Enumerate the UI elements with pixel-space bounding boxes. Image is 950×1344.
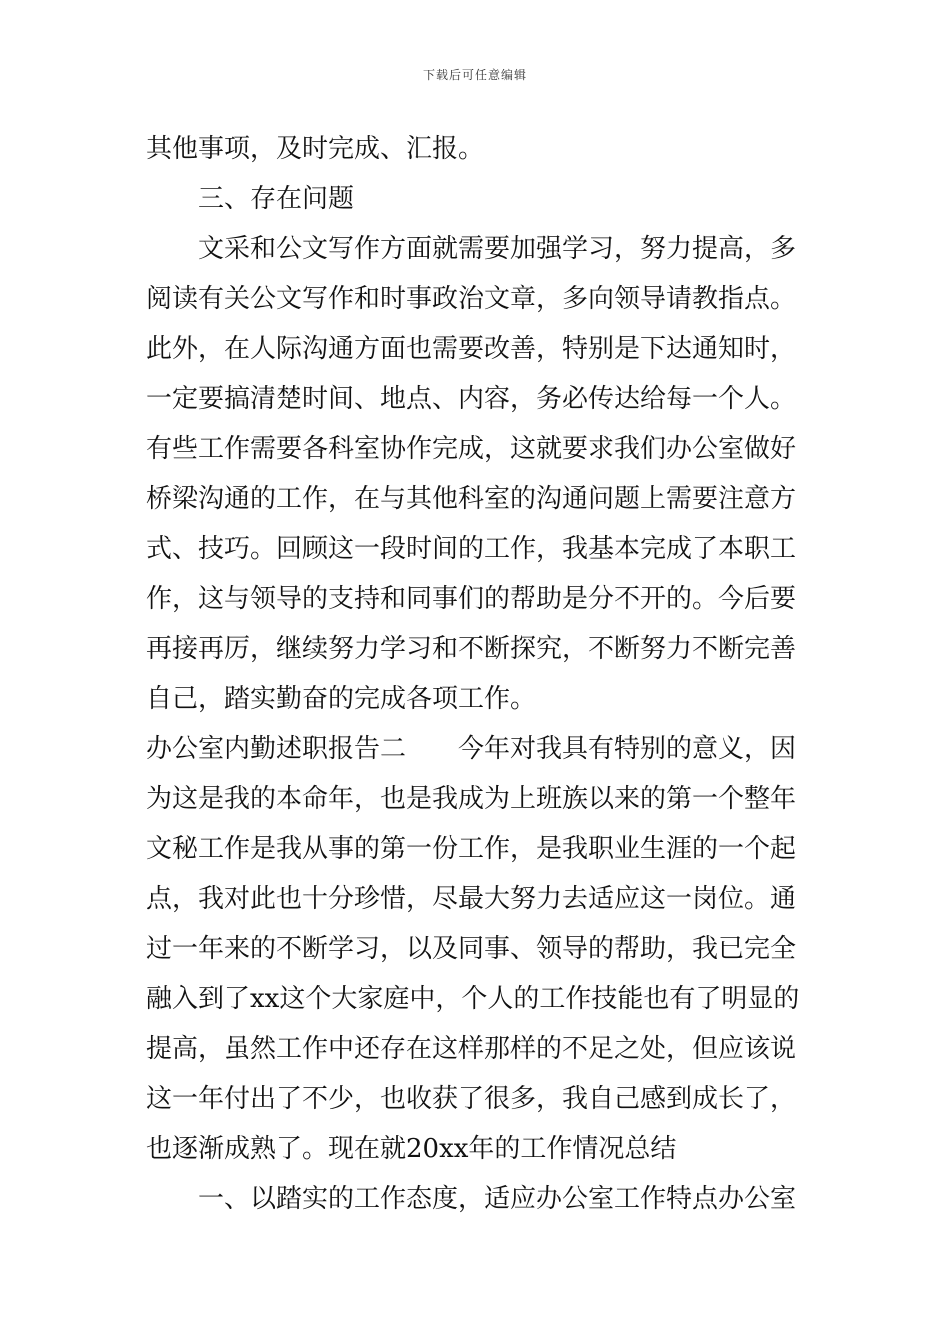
text-line: 也逐渐成熟了。现在就20xx年的工作情况总结 — [146, 1134, 677, 1164]
page-header-note: 下载后可任意编辑 — [422, 68, 527, 82]
text-line: 再接再厉，继续努力学习和不断探究，不断努力不断完善 — [146, 634, 797, 664]
text-line: 文采和公文写作方面就需要加强学习，努力提高，多 — [198, 234, 797, 264]
text-line: 有些工作需要各科室协作完成，这就要求我们办公室做好 — [146, 434, 797, 464]
text-line: 作，这与领导的支持和同事们的帮助是分不开的。今后要 — [146, 584, 797, 614]
text-line: 文秘工作是我从事的第一份工作，是我职业生涯的一个起 — [146, 834, 797, 864]
report-title-line: 办公室内勤述职报告二 今年对我具有特别的意义，因 — [146, 734, 797, 764]
text-line: 式、技巧。回顾这一段时间的工作，我基本完成了本职工 — [146, 534, 797, 564]
text-line: 此外，在人际沟通方面也需要改善，特别是下达通知时， — [146, 334, 797, 364]
text-line: 阅读有关公文写作和时事政治文章，多向领导请教指点。 — [146, 284, 797, 314]
text-line: 其他事项，及时完成、汇报。 — [146, 134, 485, 164]
text-line: 这一年付出了不少，也收获了很多，我自己感到成长了， — [146, 1084, 797, 1114]
section-heading: 三、存在问题 — [198, 184, 355, 214]
text-line: 融入到了xx这个大家庭中，个人的工作技能也有了明显的 — [146, 984, 800, 1014]
text-line: 一定要搞清楚时间、地点、内容，务必传达给每一个人。 — [146, 384, 797, 414]
text-line: 自己，踏实勤奋的完成各项工作。 — [146, 684, 537, 714]
text-line: 提高，虽然工作中还存在这样那样的不足之处，但应该说 — [146, 1034, 797, 1064]
section-heading: 一、以踏实的工作态度，适应办公室工作特点办公室 — [198, 1184, 797, 1214]
text-line: 为这是我的本命年，也是我成为上班族以来的第一个整年 — [146, 784, 797, 814]
text-line: 过一年来的不断学习，以及同事、领导的帮助，我已完全 — [146, 934, 797, 964]
text-line: 桥梁沟通的工作，在与其他科室的沟通问题上需要注意方 — [146, 484, 797, 514]
text-line: 点，我对此也十分珍惜，尽最大努力去适应这一岗位。通 — [146, 884, 797, 914]
